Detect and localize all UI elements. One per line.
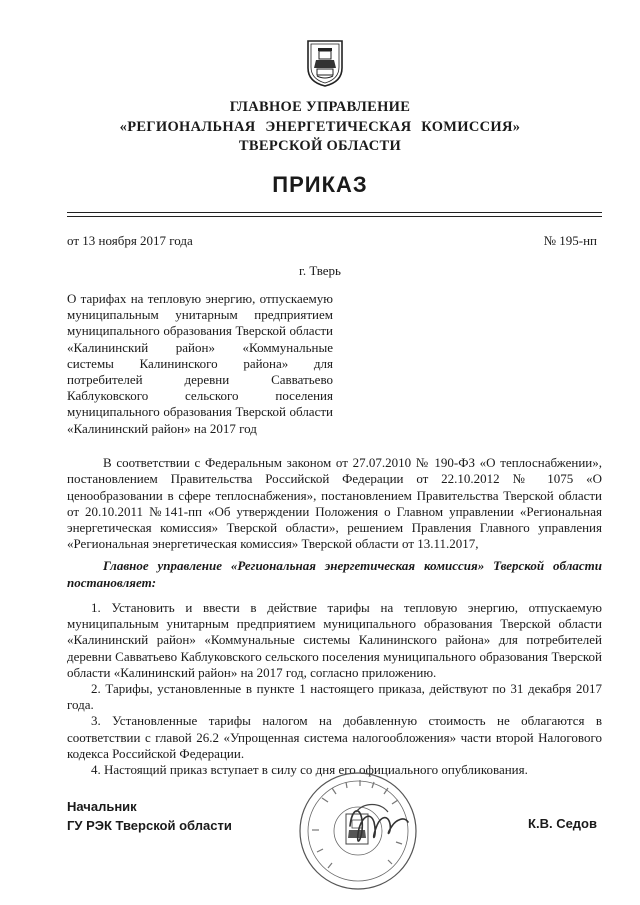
order-item: 2. Тарифы, установленные в пункте 1 настоящего приказа, действуют по 31 декабря 2017 года. (67, 681, 602, 713)
signatory-position-line-1: Начальник (67, 799, 137, 814)
order-item: 4. Настоящий приказ вступает в силу со дня его официального опубликования. (91, 762, 528, 778)
coat-of-arms-icon (305, 38, 345, 88)
document-type-title: ПРИКАЗ (272, 172, 368, 197)
decision-statement: Главное управление «Региональная энергетическая комиссия» Тверской области постановляет: (67, 558, 602, 590)
order-date: от 13 ноября 2017 года (67, 233, 193, 248)
org-name-line-3: ТВЕРСКОЙ ОБЛАСТИ (238, 138, 402, 154)
order-item: 1. Установить и ввести в действие тарифы на тепловую энергию, отпускаемую муниципальным унитарным предприятием муниципального образования Тверской области «Калининский район» «Коммунальные системы Калининского района» для потребителей деревни Савватьево Каблуковского сельского поселения муниципального образования Тверской области «Калининский район» на 2017 год, согласно приложению. (67, 600, 602, 680)
header-divider-thin (67, 216, 602, 217)
order-item: 3. Установленные тарифы налогом на добавленную стоимость не облагаются в соответствии с главой 26.2 «Упрощенная система налогообложения» части второй Налогового кодекса Российской Федерации. (67, 713, 602, 761)
org-name-line-1: ГЛАВНОЕ УПРАВЛЕНИЕ (229, 99, 411, 115)
order-items (67, 600, 602, 778)
round-seal-icon (292, 768, 432, 893)
signatory-position-line-2: ГУ РЭК Тверской области (67, 818, 232, 833)
order-city: г. Тверь (299, 263, 341, 278)
signatory-name: К.В. Седов (528, 816, 597, 831)
order-number: № 195-нп (543, 233, 597, 248)
preamble-paragraph: В соответствии с Федеральным законом от 27.07.2010 № 190-ФЗ «О теплоснабжении», постановлением Правительства Российской Федерации от 22.10.2012 № 1075 «О ценообразовании в сфере теплоснабжения», постановлением Правительства Тверской области от 20.10.2011 №141-пп «Об утверждении Положения о Главном управлении «Региональная энергетическая комиссия» Тверской области», решением Правления Главного управления «Региональная энергетическая комиссия» Тверской области от 13.11.2017, (67, 455, 602, 552)
org-name-line-2: «РЕГИОНАЛЬНАЯ ЭНЕРГЕТИЧЕСКАЯ КОМИССИЯ» (119, 119, 521, 135)
header-divider (67, 212, 602, 213)
order-subject: О тарифах на тепловую энергию, отпускаемую муниципальным унитарным предприятием муниципального образования Тверской области «Калининский район» «Коммунальные системы Калининского района» для потребителей деревни Савватьево Каблуковского сельского поселения муниципального образования Тверской области «Калининский район» на 2017 год (67, 291, 333, 436)
signatory-position (67, 797, 232, 835)
